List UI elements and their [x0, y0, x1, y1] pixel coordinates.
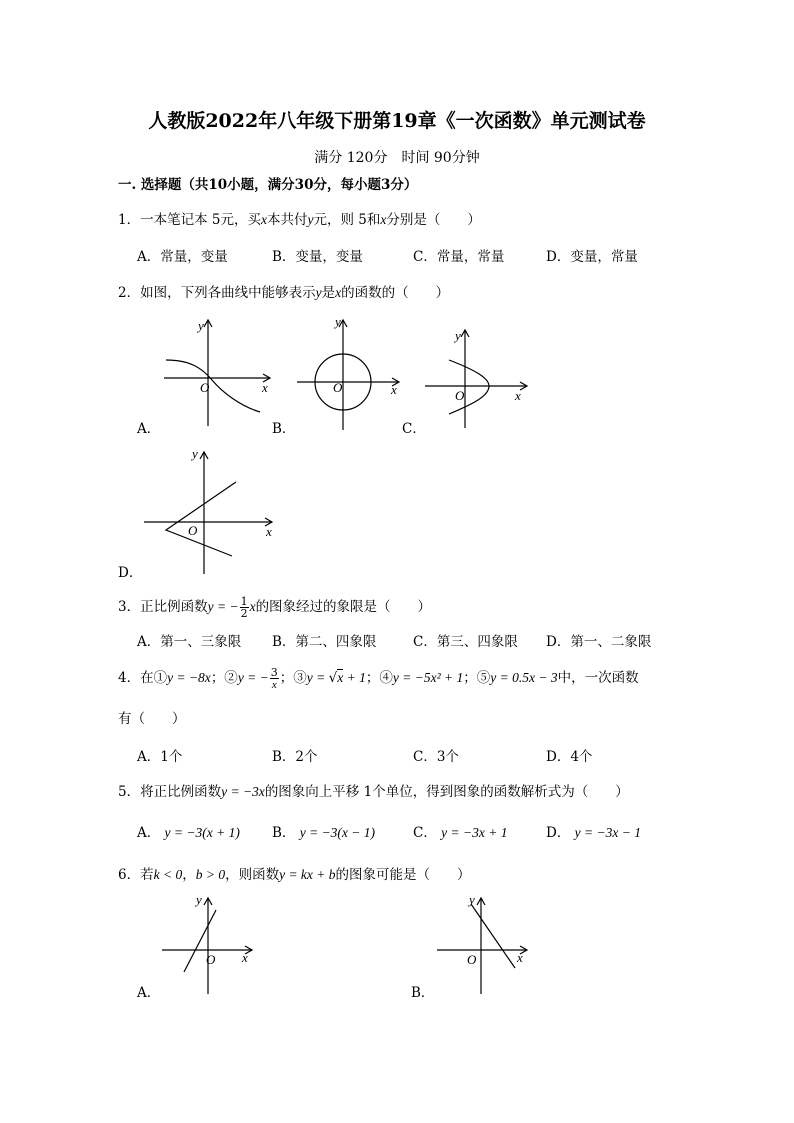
exam-title: 人教版2022年八年级下册第19章《一次函数》单元测试卷 [148, 110, 646, 132]
q1-stem-c: 元，则 5和 [313, 212, 381, 228]
q2b-x-label: x [391, 382, 397, 397]
q3-frac-num: 1 [240, 595, 248, 608]
question-1 [118, 211, 481, 229]
q2b-origin: O [333, 380, 343, 395]
question-3 [118, 594, 431, 620]
q6-stem-c: 的图象可能是（ ） [335, 867, 471, 883]
sqrt-icon: √ [328, 670, 338, 686]
q2d-origin: O [188, 523, 198, 538]
q5-opt-b-label: B． [272, 825, 296, 841]
q5-opt-b-eq: y = −3(x − 1) [299, 825, 376, 840]
q4-fraction [270, 667, 279, 691]
q2-graph-b [295, 314, 405, 432]
q3-option-d[interactable]: D．第一、二象限 [546, 634, 652, 650]
q4-frac-den: x [271, 678, 277, 691]
q4-frac-num: 3 [270, 665, 278, 679]
q4-f5: y = 0.5x − 3 [490, 670, 558, 685]
q4-p4: ；④ [365, 670, 393, 686]
q2-var-x: x [335, 285, 342, 300]
q5-opt-a-label: A． [137, 825, 161, 841]
q4-line2: 有（ ） [118, 711, 186, 727]
q2d-x-label: x [266, 524, 272, 539]
q5-option-d[interactable] [546, 824, 641, 842]
q2-stem-c: 的函数的（ ） [341, 285, 450, 301]
q2a-x-label: x [262, 380, 268, 395]
q5-option-c[interactable] [413, 824, 507, 842]
q5-option-b[interactable] [272, 824, 375, 842]
question-4 [118, 664, 639, 692]
q1-stem-b: 本共付 [266, 212, 308, 228]
q6b-origin: O [467, 952, 477, 967]
q2-label-c[interactable]: C． [402, 421, 426, 437]
q1-option-b[interactable]: B．变量，变量 [272, 249, 363, 265]
q1-stem-a: 1．一本笔记本 5元，买 [118, 212, 261, 228]
q2a-origin: O [200, 380, 210, 395]
q4-f2a: y = − [237, 670, 269, 685]
q6-label-b[interactable]: B． [411, 985, 435, 1001]
question-6 [118, 866, 471, 884]
q4-p5: ；⑤ [463, 670, 491, 686]
q6-eq: y = kx + b [279, 867, 336, 882]
q6-stem-b: ，则函数 [225, 867, 280, 883]
q5-eq: y = −3x [221, 784, 265, 799]
question-5 [118, 783, 629, 801]
q2-graph-d [142, 444, 278, 576]
q1-option-c[interactable]: C．常量，常量 [413, 249, 505, 265]
q1-stem-d: 分别是（ ） [386, 212, 481, 228]
q4-option-c[interactable]: C．3个 [413, 749, 459, 765]
q2b-y-label: y [335, 314, 341, 329]
q2c-y-label: y [455, 328, 461, 343]
q2c-x-label: x [515, 388, 521, 403]
q5-option-a[interactable] [137, 824, 240, 842]
q2d-y-label: y [192, 446, 198, 461]
q2-label-b[interactable]: B． [272, 421, 296, 437]
q3-stem-a: 3．正比例函数 [118, 599, 208, 615]
q4-p1: 4．在① [118, 670, 168, 686]
q2-graph-c [423, 324, 533, 432]
q6-graph-a [160, 892, 260, 996]
exam-subtitle: 满分 120分 时间 90分钟 [314, 150, 480, 166]
q4-f3a: y = [306, 670, 329, 685]
q4-f4: y = −5x² + 1 [392, 670, 464, 685]
q5-opt-c-label: C． [413, 825, 437, 841]
q1-var-x: x [260, 212, 267, 227]
q4-p6: 中，一次函数 [557, 670, 639, 686]
q2-label-d[interactable]: D． [118, 565, 143, 581]
q1-var-y: y [307, 212, 314, 227]
q3-stem-b: 的图象经过的象限是（ ） [255, 599, 432, 615]
q5-opt-d-label: D． [546, 825, 571, 841]
q6-c1: k < 0 [153, 867, 183, 882]
q2-stem-a: 2．如图，下列各曲线中能够表示 [118, 285, 316, 301]
q5-stem-b: 的图象向上平移 1个单位，得到图象的函数解析式为（ ） [264, 784, 629, 800]
q4-f3b: + 1 [343, 670, 366, 685]
q4-p2: ；② [210, 670, 238, 686]
q4-f3sqrt: x [337, 670, 344, 685]
q3-eq-b: x [249, 599, 256, 614]
q2-var-y: y [315, 285, 322, 300]
q6b-y-label: y [469, 892, 475, 907]
q3-option-b[interactable]: B．第二、四象限 [272, 634, 377, 650]
q6a-y-label: y [196, 892, 202, 907]
q3-frac-den: 2 [240, 607, 248, 620]
q4-option-a[interactable]: A．1个 [137, 749, 183, 765]
q5-stem-a: 5．将正比例函数 [118, 784, 222, 800]
q6b-x-label: x [517, 950, 523, 965]
q2-label-a[interactable]: A． [137, 421, 161, 437]
q3-option-c[interactable]: C．第三、四象限 [413, 634, 518, 650]
section-heading: 一. 选择题（共10小题，满分30分，每小题3分） [118, 177, 418, 193]
q2c-origin: O [455, 388, 465, 403]
q3-eq-a: y = − [207, 599, 239, 614]
q6a-x-label: x [242, 950, 248, 965]
q5-opt-c-eq: y = −3x + 1 [441, 825, 508, 840]
q1-option-a[interactable]: A．常量，变量 [137, 249, 228, 265]
q6-sep: ， [182, 867, 196, 883]
q3-option-a[interactable]: A．第一、三象限 [137, 634, 242, 650]
question-2 [118, 284, 449, 302]
q6-c2: b > 0 [195, 867, 226, 882]
q3-fraction [240, 596, 249, 619]
q1-option-d[interactable]: D．变量，常量 [546, 249, 638, 265]
q4-p3: ；③ [279, 670, 307, 686]
q5-opt-a-eq: y = −3(x + 1) [164, 825, 240, 840]
q4-f1: y = −8x [167, 670, 211, 685]
q2-stem-b: 是 [321, 285, 336, 301]
q2-graph-a [160, 316, 280, 428]
q6-label-a[interactable]: A． [137, 985, 161, 1001]
q6a-origin: O [206, 952, 216, 967]
q2a-y-label: y [198, 318, 204, 333]
q5-opt-d-eq: y = −3x − 1 [574, 825, 641, 840]
q1-var-x2: x [380, 212, 387, 227]
q4-option-d[interactable]: D．4个 [546, 749, 593, 765]
q6-graph-b [435, 892, 535, 996]
q4-option-b[interactable]: B．2个 [272, 749, 318, 765]
q6-stem-a: 6．若 [118, 867, 154, 883]
